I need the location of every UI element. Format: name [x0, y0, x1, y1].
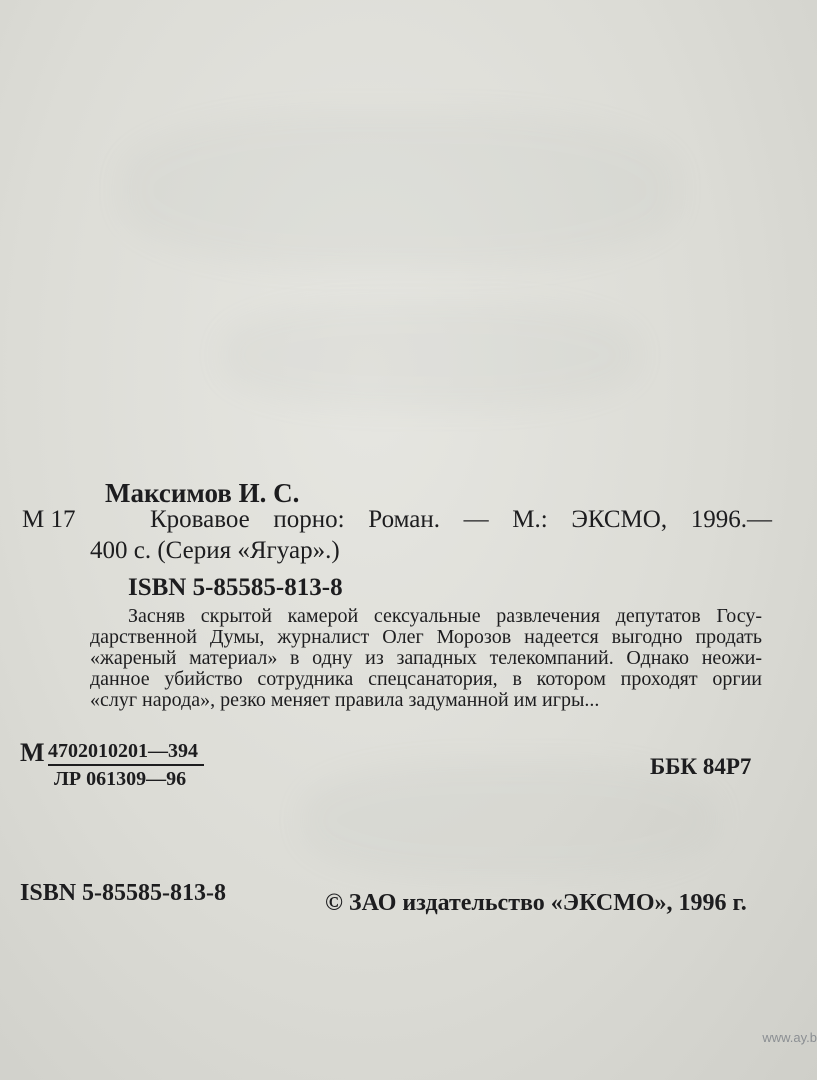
title-word: Роман.: [368, 506, 440, 533]
index-fraction: [48, 738, 204, 792]
author-code: М 17: [22, 506, 76, 533]
show-through-shadow: [120, 110, 680, 270]
annotation-line: «слуг народа», резко меняет правила задуманной им игры...: [90, 689, 600, 711]
index-denominator: ЛР 061309—96: [54, 768, 187, 790]
title-word: —: [463, 506, 489, 533]
author-name: Максимов И. С.: [105, 478, 300, 508]
annotation-line: Засняв скрытой камерой сексуальные развлечения депутатов Госу-: [128, 605, 762, 627]
watermark: www.ay.b: [762, 1030, 817, 1045]
title-word: 1996.—: [690, 506, 772, 533]
title-word: М.:: [512, 506, 548, 533]
title-line: [150, 506, 772, 534]
isbn-bottom: ISBN 5-85585-813-8: [20, 880, 227, 906]
title-word: ЭКСМО,: [571, 506, 668, 533]
annotation-line: данное убийство сотрудника спецсанатория, в котором проходят оргии: [90, 668, 762, 690]
title-word: порно:: [273, 506, 345, 533]
annotation-line: дарственной Думы, журналист Олег Морозов надеется выгодно продать: [90, 626, 762, 648]
index-numerator: 4702010201—394: [48, 738, 204, 766]
copyright: © ЗАО издательство «ЭКСМО», 1996 г.: [325, 890, 747, 916]
title-word: Кровавое: [150, 506, 250, 533]
bbk-code: ББК 84Р7: [650, 754, 752, 779]
show-through-shadow: [220, 300, 640, 410]
index-letter: М: [20, 738, 45, 767]
isbn-top: ISBN 5-85585-813-8: [128, 574, 343, 601]
annotation-line: «жареный материал» в одну из западных телекомпаний. Однако неожи-: [90, 647, 762, 669]
pages-series: 400 с. (Серия «Ягуар».): [90, 537, 340, 564]
